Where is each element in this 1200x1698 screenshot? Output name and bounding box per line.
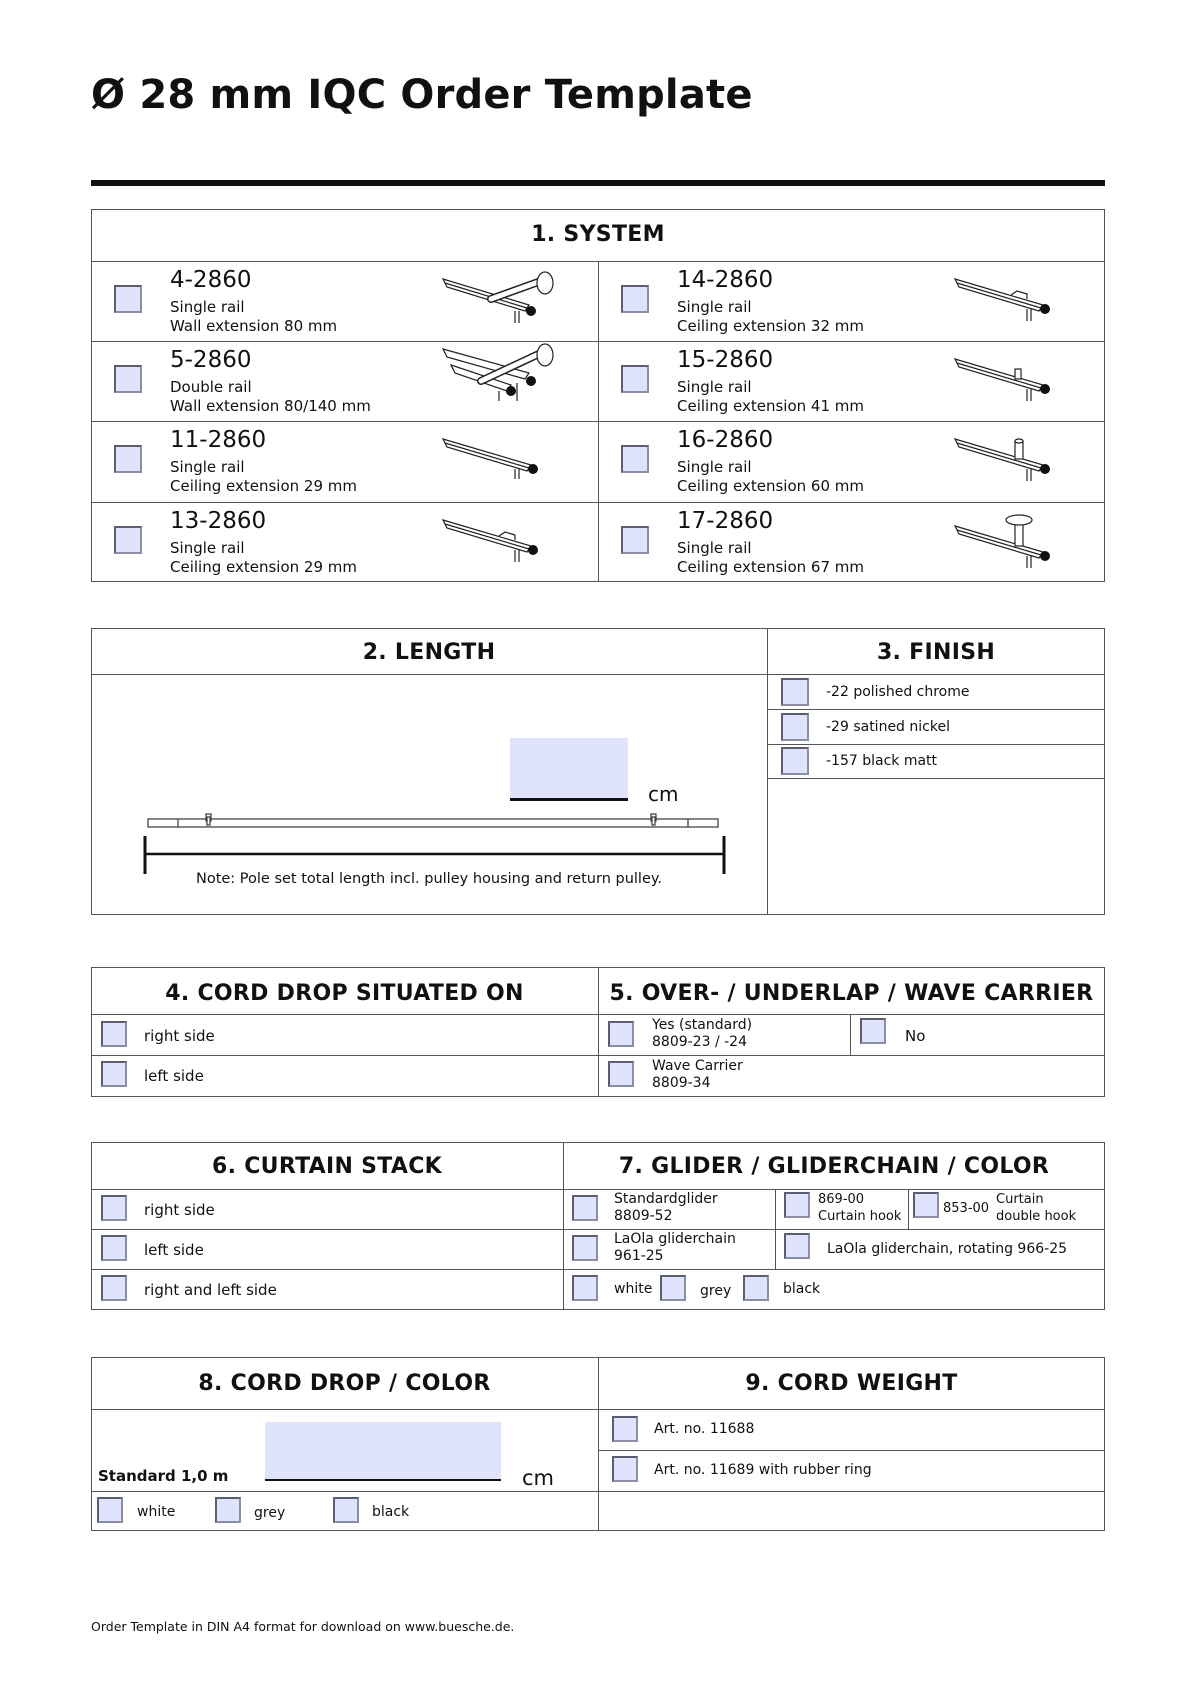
finish-option-label: -157 black matt [826, 753, 938, 769]
system-item-code: 17-2860 [677, 508, 774, 534]
system-item-extension: Ceiling extension 29 mm [170, 558, 357, 576]
overlap-yes-line1: Yes (standard) [652, 1017, 753, 1033]
system-item-extension: Ceiling extension 67 mm [677, 558, 864, 576]
stack-left-label: left side [144, 1241, 204, 1259]
system-5-2860-checkbox[interactable] [114, 365, 142, 393]
system-item-rail: Single rail [170, 458, 245, 476]
curtain-stack-heading: 6. CURTAIN STACK [211, 1154, 443, 1179]
overlap-no-label: No [905, 1027, 926, 1045]
length-note: Note: Pole set total length incl. pulley housing and return pulley. [195, 871, 662, 887]
divider [598, 1450, 1105, 1451]
laola-rotating-checkbox[interactable] [784, 1233, 810, 1259]
overlap-yes-label [652, 1017, 752, 1051]
system-item-extension: Ceiling extension 32 mm [677, 317, 864, 335]
finish-option-checkbox[interactable] [781, 713, 809, 741]
cord-side-left-label: left side [144, 1067, 204, 1085]
finish-option-checkbox[interactable] [781, 678, 809, 706]
cord-weight-heading: 9. CORD WEIGHT [745, 1371, 958, 1396]
system-item-code: 15-2860 [677, 347, 774, 373]
laola-line2: 961-25 [614, 1248, 664, 1264]
cord-drop-input[interactable] [265, 1422, 501, 1479]
system-item-code: 11-2860 [170, 427, 267, 453]
length-input-underline [510, 798, 628, 801]
system-16-2860-checkbox[interactable] [621, 445, 649, 473]
curtain-hook-line1: 869-00 [818, 1192, 865, 1207]
double-hook-checkbox[interactable] [913, 1192, 939, 1218]
cord-side-right-label: right side [144, 1027, 215, 1045]
divider [598, 261, 599, 582]
wave-carrier-line2: 8809-34 [652, 1075, 711, 1091]
divider [908, 1189, 909, 1229]
system-item-rail: Single rail [677, 378, 752, 396]
system-item-code: 16-2860 [677, 427, 774, 453]
standardglider-label [614, 1191, 718, 1225]
stack-right-label: right side [144, 1201, 215, 1219]
length-heading: 2. LENGTH [362, 640, 496, 665]
finish-heading: 3. FINISH [876, 640, 996, 665]
system-13-2860-checkbox[interactable] [114, 526, 142, 554]
stack-left-checkbox[interactable] [101, 1235, 127, 1261]
laola-rotating-label: LaOla gliderchain, rotating 966-25 [827, 1241, 1068, 1257]
wall-bracket-single-rail-icon [441, 275, 561, 335]
ceiling-disc-post-rail-icon [953, 516, 1073, 576]
system-item-rail: Single rail [170, 298, 245, 316]
system-item-code: 4-2860 [170, 267, 252, 293]
wave-carrier-line1: Wave Carrier [652, 1058, 743, 1074]
laola-checkbox[interactable] [572, 1235, 598, 1261]
cord-white-label: white [137, 1504, 176, 1520]
system-item-extension: Ceiling extension 60 mm [677, 477, 864, 495]
system-item-rail: Single rail [677, 458, 752, 476]
divider [767, 744, 1105, 745]
divider [91, 1269, 1105, 1270]
divider [91, 674, 1105, 675]
divider [91, 1189, 1105, 1190]
system-item-rail: Single rail [170, 539, 245, 557]
page-title: Ø 28 mm IQC Order Template [91, 72, 753, 118]
system-item-code: 5-2860 [170, 347, 252, 373]
divider [767, 628, 768, 915]
divider [91, 1409, 1105, 1410]
divider [850, 1014, 851, 1055]
curtain-hook-label [818, 1191, 901, 1225]
system-4-2860-checkbox[interactable] [114, 285, 142, 313]
cord-black-checkbox[interactable] [333, 1497, 359, 1523]
overlap-heading: 5. OVER- / UNDERLAP / WAVE CARRIER [609, 981, 1094, 1006]
cord-drop-input-underline [265, 1479, 501, 1481]
title-rule [91, 180, 1105, 186]
system-item-extension: Wall extension 80/140 mm [170, 397, 371, 415]
weight-11689-checkbox[interactable] [612, 1456, 638, 1482]
weight-11689-label: Art. no. 11689 with rubber ring [654, 1462, 872, 1478]
length-unit: cm [648, 782, 679, 806]
wall-bracket-double-rail-icon [441, 347, 561, 407]
cord-drop-color-heading: 8. CORD DROP / COLOR [198, 1371, 491, 1396]
laola-line1: LaOla gliderchain [614, 1231, 736, 1247]
glider-heading: 7. GLIDER / GLIDERCHAIN / COLOR [618, 1154, 1050, 1179]
wave-carrier-label [652, 1058, 743, 1092]
cord-drop-standard: Standard 1,0 m [98, 1467, 229, 1485]
finish-option-checkbox[interactable] [781, 747, 809, 775]
glider-black-checkbox[interactable] [743, 1275, 769, 1301]
divider [91, 1055, 1105, 1056]
ceiling-post-rail-icon [953, 435, 1073, 495]
glider-white-checkbox[interactable] [572, 1275, 598, 1301]
double-hook-line1: Curtain [996, 1192, 1044, 1207]
laola-label [614, 1231, 736, 1265]
cord-drop-unit: cm [522, 1466, 555, 1490]
standardglider-line2: 8809-52 [614, 1208, 673, 1224]
system-item-extension: Ceiling extension 29 mm [170, 477, 357, 495]
cord-black-label: black [372, 1504, 410, 1520]
standardglider-checkbox[interactable] [572, 1195, 598, 1221]
overlap-no-checkbox[interactable] [860, 1018, 886, 1044]
system-15-2860-checkbox[interactable] [621, 365, 649, 393]
curtain-hook-line2: Curtain hook [818, 1209, 902, 1224]
divider [767, 778, 1105, 779]
system-17-2860-checkbox[interactable] [621, 526, 649, 554]
stack-right-checkbox[interactable] [101, 1195, 127, 1221]
divider [91, 1229, 1105, 1230]
wave-carrier-checkbox[interactable] [608, 1061, 634, 1087]
overlap-yes-line2: 8809-23 / -24 [652, 1034, 747, 1050]
system-heading: 1. SYSTEM [531, 222, 665, 247]
weight-11688-checkbox[interactable] [612, 1416, 638, 1442]
system-item-extension: Wall extension 80 mm [170, 317, 338, 335]
weight-11688-label: Art. no. 11688 [654, 1421, 755, 1437]
divider [775, 1189, 776, 1269]
footer-note: Order Template in DIN A4 format for download on www.buesche.de. [91, 1619, 515, 1634]
divider [767, 709, 1105, 710]
cord-grey-label: grey [254, 1505, 286, 1521]
cord-white-checkbox[interactable] [97, 1497, 123, 1523]
finish-option-label: -22 polished chrome [826, 684, 970, 700]
divider [91, 1491, 1105, 1492]
system-item-rail: Single rail [677, 298, 752, 316]
standardglider-line1: Standardglider [614, 1191, 718, 1207]
divider [91, 1014, 1105, 1015]
cord-side-left-checkbox[interactable] [101, 1061, 127, 1087]
glider-grey-label: grey [700, 1283, 732, 1299]
glider-grey-checkbox[interactable] [660, 1275, 686, 1301]
cord-side-right-checkbox[interactable] [101, 1021, 127, 1047]
stack-both-checkbox[interactable] [101, 1275, 127, 1301]
ceiling-clip-rail-icon [441, 516, 561, 576]
system-item-rail: Single rail [677, 539, 752, 557]
double-hook-code: 853-00 [943, 1201, 990, 1216]
system-11-2860-checkbox[interactable] [114, 445, 142, 473]
cord-drop-side-heading: 4. CORD DROP SITUATED ON [165, 981, 524, 1006]
ceiling-short-post-rail-icon [953, 355, 1073, 415]
curtain-hook-checkbox[interactable] [784, 1192, 810, 1218]
system-item-extension: Ceiling extension 41 mm [677, 397, 864, 415]
double-hook-label [996, 1191, 1076, 1225]
glider-white-label: white [614, 1281, 653, 1297]
length-input[interactable] [510, 738, 628, 798]
finish-option-label: -29 satined nickel [826, 719, 950, 735]
system-item-code: 13-2860 [170, 508, 267, 534]
system-item-rail: Double rail [170, 378, 252, 396]
system-14-2860-checkbox[interactable] [621, 285, 649, 313]
double-hook-line2: double hook [996, 1209, 1077, 1224]
overlap-yes-checkbox[interactable] [608, 1021, 634, 1047]
cord-grey-checkbox[interactable] [215, 1497, 241, 1523]
system-item-code: 14-2860 [677, 267, 774, 293]
stack-both-label: right and left side [144, 1281, 277, 1299]
ceiling-clip-rail-icon [953, 275, 1073, 335]
ceiling-rail-icon [441, 435, 561, 495]
glider-black-label: black [783, 1281, 821, 1297]
